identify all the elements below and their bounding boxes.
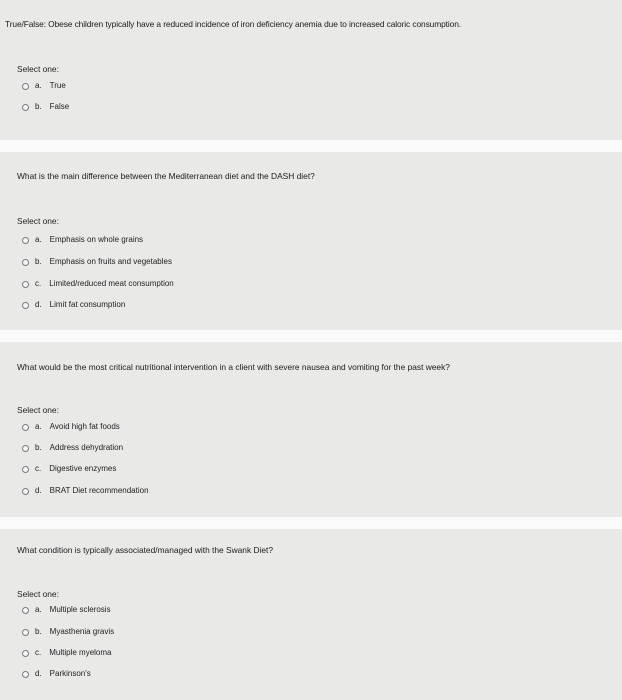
radio-button-icon[interactable] (22, 607, 29, 614)
option-4d[interactable] (22, 669, 91, 679)
option-letter: b. (35, 627, 42, 636)
question-text-1: True/False: Obese children typically have a reduced incidence of iron deficiency anemia due to increased caloric consumption. (5, 19, 461, 29)
option-label: BRAT Diet recommendation (49, 486, 149, 495)
question-text-3: What would be the most critical nutritional intervention in a client with severe nausea and vomiting for the past week? (17, 362, 450, 372)
radio-button-icon[interactable] (22, 650, 29, 657)
option-4c[interactable] (22, 648, 111, 658)
option-label: False (49, 102, 70, 111)
option-2b[interactable] (22, 257, 172, 267)
radio-button-icon[interactable] (22, 83, 29, 90)
select-one-label-1: Select one: (17, 64, 59, 74)
option-letter: b. (35, 443, 42, 452)
option-letter: a. (35, 81, 42, 90)
separator (0, 517, 622, 529)
radio-button-icon[interactable] (22, 445, 29, 452)
option-letter: a. (35, 235, 42, 244)
select-one-label-2: Select one: (17, 216, 59, 226)
option-3d[interactable] (22, 486, 149, 496)
option-2c[interactable] (22, 279, 174, 289)
option-4a[interactable] (22, 605, 111, 615)
option-letter: a. (35, 422, 42, 431)
option-label: True (49, 81, 66, 90)
option-2a[interactable] (22, 235, 143, 245)
option-label: Address dehydration (49, 443, 124, 452)
option-label: Emphasis on fruits and vegetables (49, 257, 172, 266)
option-letter: c. (35, 279, 42, 288)
option-letter: d. (35, 669, 42, 678)
radio-button-icon[interactable] (22, 104, 29, 111)
option-4b[interactable] (22, 627, 114, 637)
option-letter: d. (35, 486, 42, 495)
select-one-label-3: Select one: (17, 405, 59, 415)
option-label: Multiple myeloma (49, 648, 112, 657)
option-1a[interactable] (22, 81, 66, 91)
radio-button-icon[interactable] (22, 259, 29, 266)
option-label: Emphasis on whole grains (49, 235, 144, 244)
separator (0, 140, 622, 152)
option-letter: d. (35, 300, 42, 309)
radio-button-icon[interactable] (22, 466, 29, 473)
separator (0, 330, 622, 342)
option-3a[interactable] (22, 422, 120, 432)
option-letter: c. (35, 464, 42, 473)
option-label: Limit fat consumption (49, 300, 126, 309)
option-label: Parkinson's (49, 669, 91, 678)
option-letter: b. (35, 257, 42, 266)
option-3c[interactable] (22, 464, 116, 474)
question-text-2: What is the main difference between the Mediterranean diet and the DASH diet? (17, 171, 315, 181)
radio-button-icon[interactable] (22, 302, 29, 309)
option-label: Avoid high fat foods (49, 422, 120, 431)
question-text-4: What condition is typically associated/managed with the Swank Diet? (17, 545, 274, 555)
option-2d[interactable] (22, 300, 125, 310)
option-3b[interactable] (22, 443, 123, 453)
option-1b[interactable] (22, 102, 69, 112)
option-letter: b. (35, 102, 42, 111)
option-letter: c. (35, 648, 42, 657)
radio-button-icon[interactable] (22, 671, 29, 678)
radio-button-icon[interactable] (22, 424, 29, 431)
option-label: Multiple sclerosis (49, 605, 111, 614)
option-letter: a. (35, 605, 42, 614)
radio-button-icon[interactable] (22, 488, 29, 495)
select-one-label-4: Select one: (17, 589, 59, 599)
radio-button-icon[interactable] (22, 629, 29, 636)
radio-button-icon[interactable] (22, 281, 29, 288)
radio-button-icon[interactable] (22, 237, 29, 244)
option-label: Digestive enzymes (49, 464, 117, 473)
option-label: Limited/reduced meat consumption (49, 279, 174, 288)
option-label: Myasthenia gravis (49, 627, 115, 636)
